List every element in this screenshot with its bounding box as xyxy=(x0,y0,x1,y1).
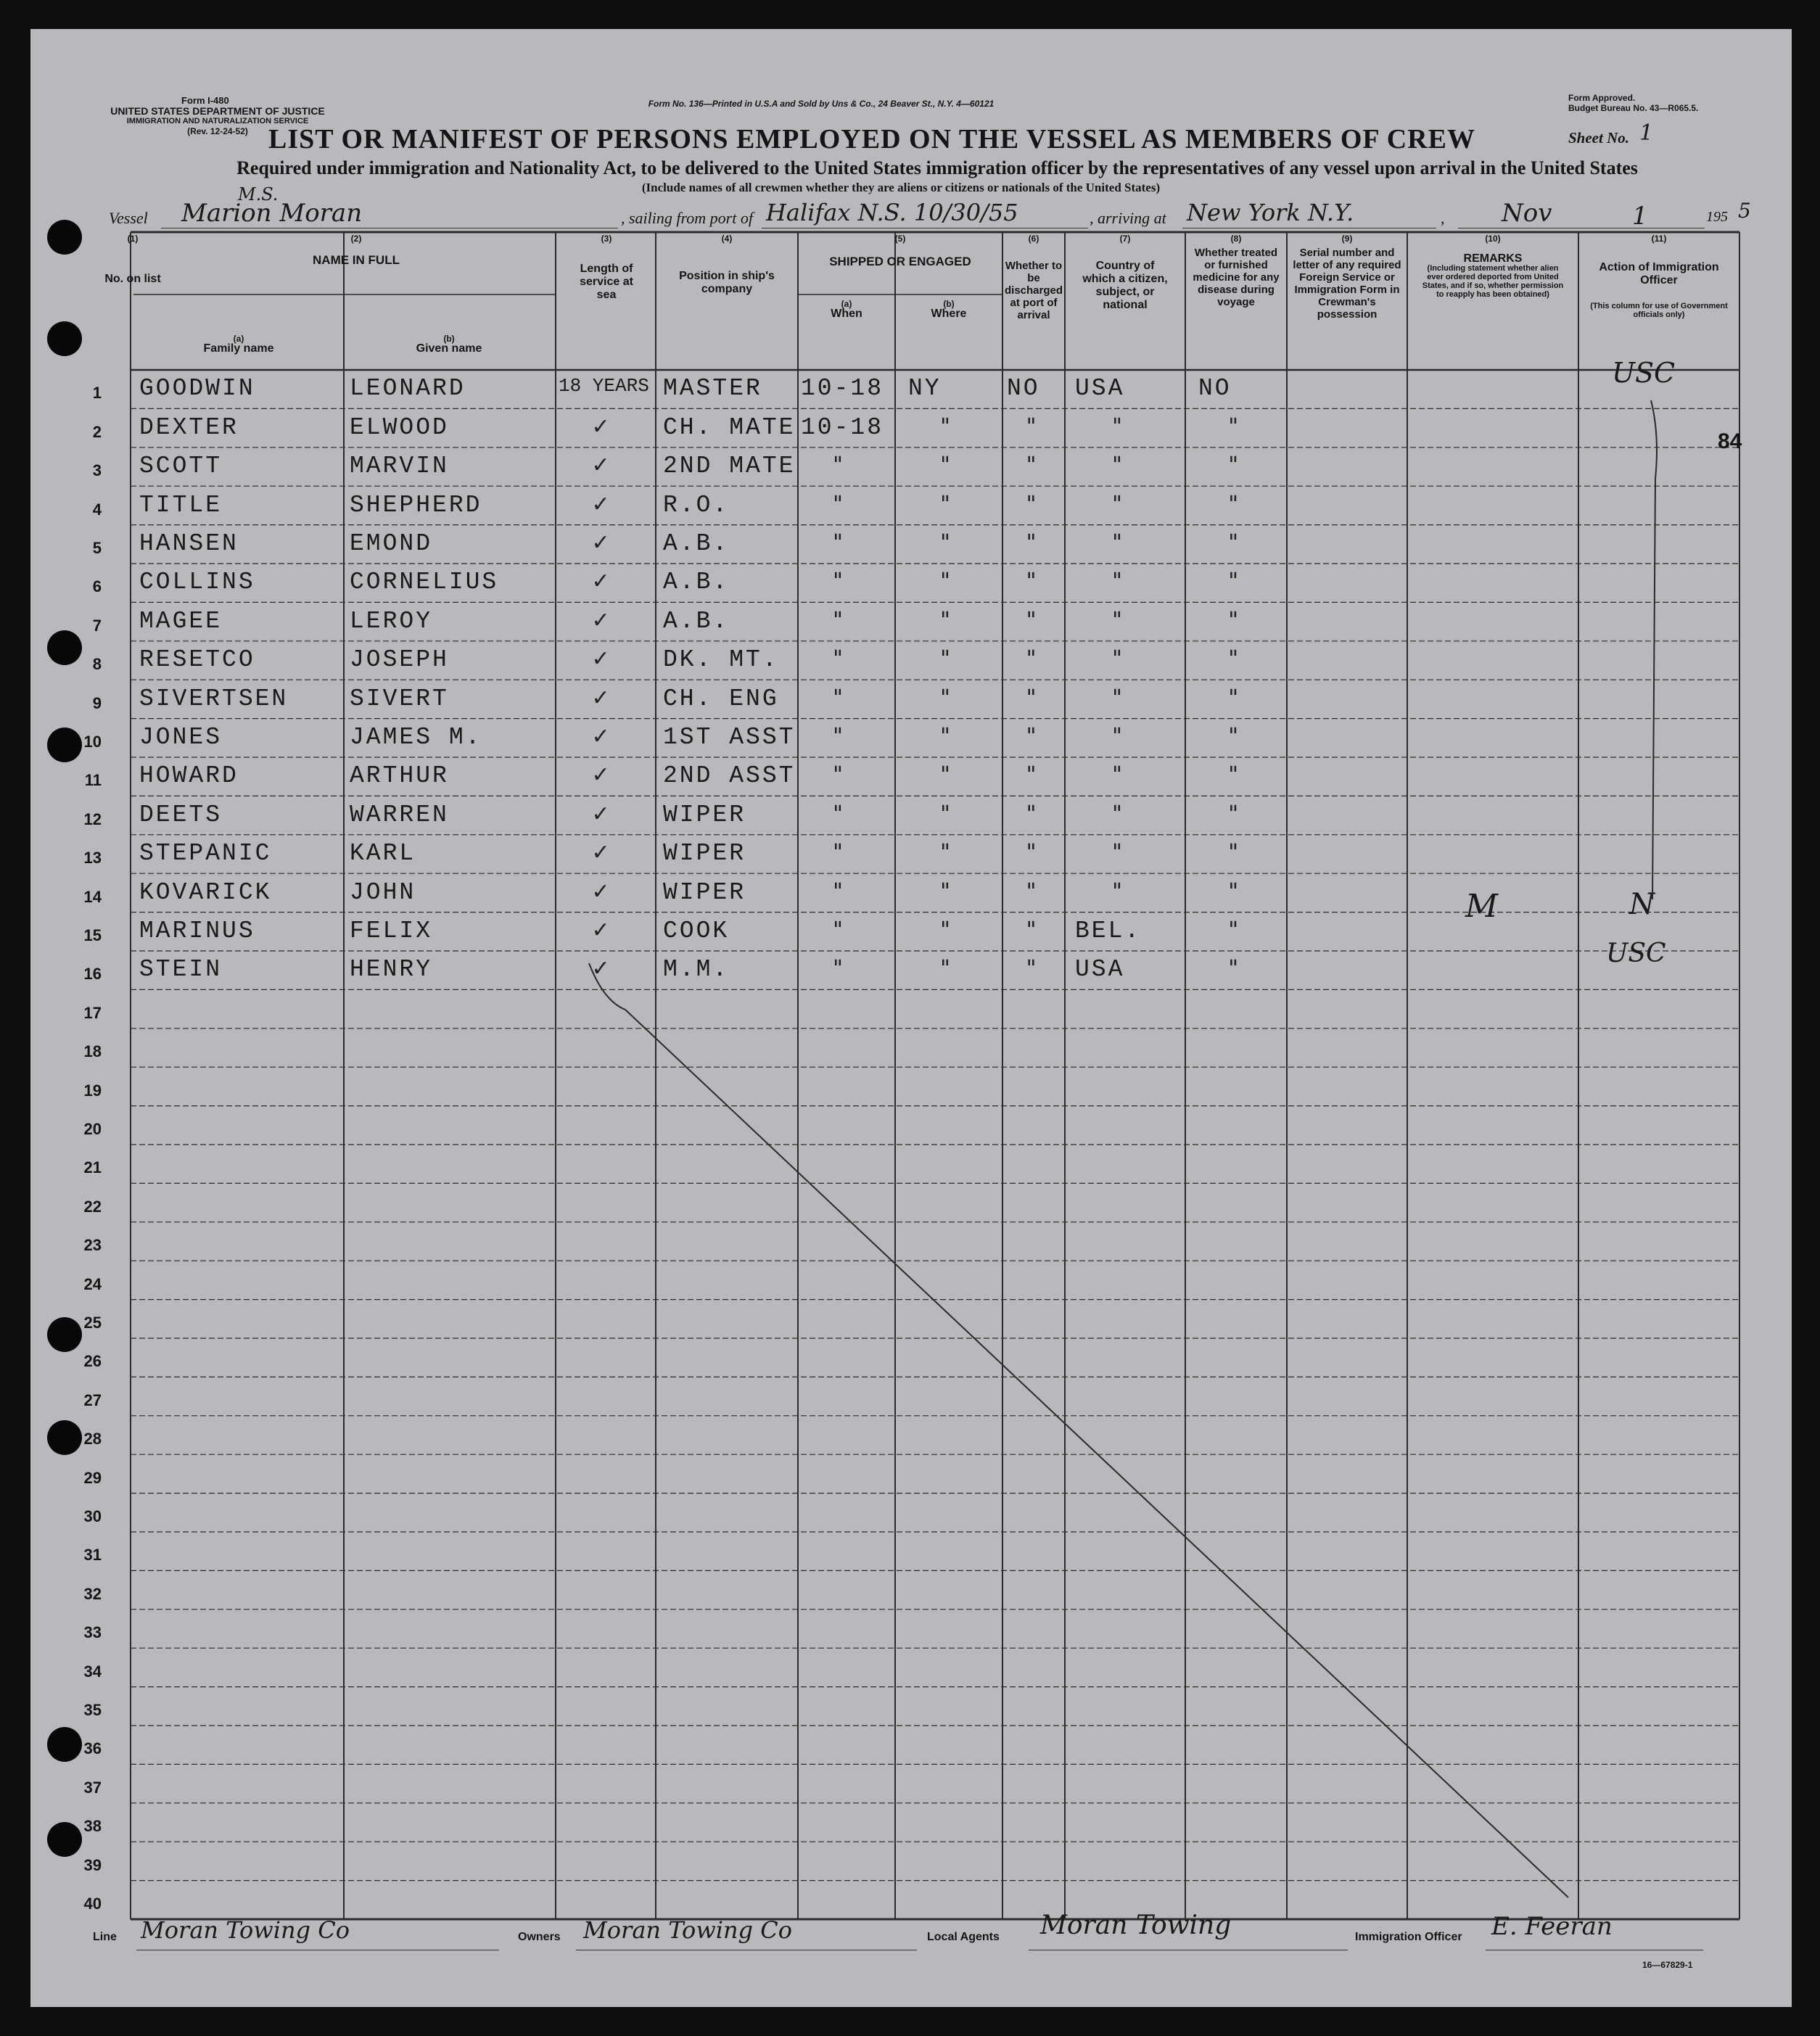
cell-country: " xyxy=(1112,529,1122,556)
cell-no: 35 xyxy=(83,1700,102,1719)
cell-country: " xyxy=(1112,685,1122,711)
cell-country: " xyxy=(1112,801,1122,827)
table-row xyxy=(30,641,1792,680)
col10-header: (10) REMARKS (Including statement whether alien ever ordered deported from United States, and if so, whether permission to reapply has been obtained) xyxy=(1422,234,1564,299)
cell-discharged: " xyxy=(1026,801,1037,827)
cell-given: JAMES M. xyxy=(350,723,482,751)
cell-given: JOHN xyxy=(350,878,416,906)
printer-line: Form No. 136—Printed in U.S.A and Sold by Uns & Co., 24 Beaver St., N.Y. 4—60121 xyxy=(648,99,995,109)
cell-family: TITLE xyxy=(139,491,223,519)
year-prefix: 195 xyxy=(1706,209,1728,225)
cell-service: ✓ xyxy=(591,878,610,904)
cell-where: " xyxy=(940,646,950,672)
cell-no: 25 xyxy=(83,1313,102,1332)
cell-given: KARL xyxy=(350,840,416,867)
cell-position: 1ST ASST xyxy=(663,723,796,751)
arrival-month: Nov xyxy=(1502,199,1552,228)
owners-value: Moran Towing Co xyxy=(583,1916,792,1944)
cell-no: 40 xyxy=(83,1894,102,1913)
agents-label: Local Agents xyxy=(927,1931,1000,1943)
cell-when: " xyxy=(833,607,843,633)
table-row xyxy=(30,408,1792,447)
punch-hole xyxy=(47,1317,82,1352)
col2-header: (2) NAME IN FULL xyxy=(313,234,400,267)
cell-where: " xyxy=(940,607,950,633)
cell-position: CH. ENG xyxy=(663,685,779,712)
col5-header: (5) SHIPPED OR ENGAGED xyxy=(829,234,971,268)
table-row xyxy=(30,873,1792,912)
cell-where: " xyxy=(940,453,950,479)
cell-no: 33 xyxy=(83,1623,102,1642)
cell-given: ARTHUR xyxy=(350,762,449,790)
manifest-title: LIST OR MANIFEST OF PERSONS EMPLOYED ON THE VESSEL AS MEMBERS OF CREW xyxy=(268,124,1475,154)
col5b-header: (b) Where xyxy=(931,299,967,320)
cell-no: 19 xyxy=(83,1081,102,1100)
cell-when: " xyxy=(833,529,843,556)
cell-discharged: NO xyxy=(1007,375,1040,403)
cell-treated: " xyxy=(1228,878,1239,904)
cell-no: 15 xyxy=(83,926,102,944)
cell-no: 5 xyxy=(92,538,102,557)
margin-number: 84 xyxy=(1718,429,1742,453)
cell-when: " xyxy=(833,569,843,595)
agents-value: Moran Towing xyxy=(1040,1911,1232,1940)
sailing-label: , sailing from port of xyxy=(621,209,753,227)
cell-no: 34 xyxy=(83,1662,102,1681)
col8-header: (8) Whether treated or furnished medicine for any disease during voyage xyxy=(1193,234,1280,308)
cell-family: DEXTER xyxy=(139,413,239,441)
cell-service: 18 YEARS xyxy=(559,375,649,397)
table-row xyxy=(30,719,1792,757)
cell-no: 9 xyxy=(92,693,102,712)
cell-family: STEIN xyxy=(139,956,223,984)
col2a-header: (a) Family name xyxy=(203,334,274,355)
cell-no: 6 xyxy=(92,577,102,596)
cell-where: " xyxy=(940,569,950,595)
cell-when: " xyxy=(833,723,843,749)
cell-given: CORNELIUS xyxy=(350,569,499,596)
cell-no: 20 xyxy=(83,1119,102,1138)
cell-treated: " xyxy=(1228,453,1239,479)
cell-family: MARINUS xyxy=(139,917,255,944)
form-code: 16—67829-1 xyxy=(1642,1960,1693,1970)
cell-country: " xyxy=(1112,723,1122,749)
table-row xyxy=(30,1106,1792,1145)
cell-position: A.B. xyxy=(663,569,730,596)
cell-when: " xyxy=(833,917,843,943)
cell-position: COOK xyxy=(663,917,730,944)
line-value: Moran Towing Co xyxy=(141,1916,350,1944)
cell-discharged: " xyxy=(1026,529,1037,556)
sheet-no-label: Sheet No. xyxy=(1568,129,1629,147)
cell-no: 7 xyxy=(92,616,102,635)
col9-header: (9) Serial number and letter of any required Foreign Service or Immigration Form in Crewman's possession xyxy=(1293,234,1401,321)
cell-when: 10-18 xyxy=(801,375,884,403)
cell-no: 12 xyxy=(83,809,102,828)
cell-no: 17 xyxy=(83,1003,102,1022)
table-row xyxy=(30,796,1792,834)
cell-no: 8 xyxy=(92,655,102,674)
cell-when: " xyxy=(833,491,843,517)
cell-family: GOODWIN xyxy=(139,375,255,403)
cell-no: 3 xyxy=(92,461,102,480)
cell-treated: " xyxy=(1228,762,1239,788)
table-row xyxy=(30,1764,1792,1802)
table-row xyxy=(30,525,1792,564)
sailing-port: Halifax N.S. 10/30/55 xyxy=(766,199,1018,226)
cell-where: " xyxy=(940,529,950,556)
cell-service: ✓ xyxy=(591,569,610,595)
cell-position: 2ND MATE xyxy=(663,453,796,480)
col6-header: (6) Whether to be discharged at port of arrival xyxy=(1004,234,1063,321)
table-row xyxy=(30,680,1792,718)
manifest-subtitle: Required under immigration and Nationality Act, to be delivered to the United States immigration officer by the representatives of any vessel upon arrival in the United States xyxy=(236,157,1638,178)
punch-hole xyxy=(47,220,82,255)
cell-service: ✓ xyxy=(591,453,610,479)
cell-family: RESETCO xyxy=(139,646,255,674)
owners-label: Owners xyxy=(518,1931,561,1943)
cell-given: LEROY xyxy=(350,607,433,635)
table-row xyxy=(30,1261,1792,1299)
cell-discharged: " xyxy=(1026,762,1037,788)
cell-when: " xyxy=(833,956,843,982)
action-row1: USC xyxy=(1612,357,1676,389)
cell-no: 31 xyxy=(83,1546,102,1565)
cell-country: " xyxy=(1112,569,1122,595)
table-row xyxy=(30,370,1792,408)
cell-position: DK. MT. xyxy=(663,646,779,674)
cell-no: 36 xyxy=(83,1739,102,1758)
col4-header: (4) Position in ship's company xyxy=(679,234,775,295)
cell-given: HENRY xyxy=(350,956,433,984)
cell-service: ✓ xyxy=(591,840,610,866)
cell-treated: " xyxy=(1228,491,1239,517)
cell-family: DEETS xyxy=(139,801,223,828)
cell-country: " xyxy=(1112,762,1122,788)
cell-family: SCOTT xyxy=(139,453,223,480)
cell-discharged: " xyxy=(1026,646,1037,672)
cell-given: LEONARD xyxy=(350,375,466,403)
cell-discharged: " xyxy=(1026,685,1037,711)
table-row xyxy=(30,1610,1792,1648)
cell-given: FELIX xyxy=(350,917,433,944)
cell-treated: " xyxy=(1228,956,1239,982)
table-row xyxy=(30,989,1792,1028)
table-row xyxy=(30,448,1792,486)
cell-no: 11 xyxy=(84,771,102,790)
cell-country: " xyxy=(1112,840,1122,866)
cell-no: 2 xyxy=(92,422,102,441)
vessel-label: Vessel xyxy=(109,209,148,227)
table-row xyxy=(30,1300,1792,1338)
col3-header: (3) Length of service at sea xyxy=(580,234,633,301)
year-digit: 5 xyxy=(1738,199,1751,223)
cell-given: SIVERT xyxy=(350,685,449,712)
col7-header: (7) Country of which a citizen, subject, or national xyxy=(1082,234,1168,311)
cell-where: " xyxy=(940,917,950,943)
cell-family: HOWARD xyxy=(139,762,239,790)
punch-hole xyxy=(47,1727,82,1762)
cell-no: 1 xyxy=(92,384,102,403)
manifest-sheet xyxy=(30,29,1792,2007)
cell-no: 4 xyxy=(92,500,102,519)
cell-position: WIPER xyxy=(663,801,746,828)
cell-where: " xyxy=(940,491,950,517)
cell-position: MASTER xyxy=(663,375,762,403)
table-row xyxy=(30,1570,1792,1609)
action-row15: N xyxy=(1629,888,1655,921)
punch-hole xyxy=(47,630,82,665)
cell-position: 2ND ASST xyxy=(663,762,796,790)
cell-where: " xyxy=(940,723,950,749)
cell-discharged: " xyxy=(1026,453,1037,479)
cell-no: 37 xyxy=(83,1778,102,1797)
cell-service: ✓ xyxy=(591,685,610,711)
cell-no: 18 xyxy=(83,1042,102,1061)
remarks-row15: M xyxy=(1465,888,1499,925)
cell-when: " xyxy=(833,840,843,866)
officer-value: E. Feeran xyxy=(1491,1912,1613,1941)
vessel-name: Marion Moran xyxy=(181,199,363,228)
cell-treated: " xyxy=(1228,801,1239,827)
cell-position: A.B. xyxy=(663,529,730,557)
cell-discharged: " xyxy=(1026,491,1037,517)
cell-position: R.O. xyxy=(663,491,730,519)
cell-given: MARVIN xyxy=(350,453,449,480)
cell-no: 13 xyxy=(83,849,102,867)
officer-label: Immigration Officer xyxy=(1355,1931,1462,1943)
service: IMMIGRATION AND NATURALIZATION SERVICE xyxy=(126,117,309,125)
cell-no: 23 xyxy=(83,1236,102,1255)
arrival-day: 1 xyxy=(1632,202,1648,231)
cell-given: WARREN xyxy=(350,801,449,828)
cell-where: " xyxy=(940,685,950,711)
manifest-note: (Include names of all crewmen whether they are aliens or citizens or nationals of the United States) xyxy=(641,181,1161,194)
voyage-line: Vessel Marion Moran M.S. , sailing from port of Halifax N.S. 10/30/55 , arriving at New York N.Y. , Nov 1 195 5 xyxy=(109,184,1751,231)
cell-position: WIPER xyxy=(663,878,746,906)
col11-header: (11) Action of Immigration Officer (This column for use of Government officials only) xyxy=(1590,234,1728,319)
line-label: Line xyxy=(93,1931,117,1943)
cell-when: " xyxy=(833,685,843,711)
cell-no: 14 xyxy=(83,887,102,906)
cell-family: SIVERTSEN xyxy=(139,685,289,712)
cell-service: ✓ xyxy=(591,801,610,827)
table-row xyxy=(30,1338,1792,1377)
table-row xyxy=(30,486,1792,524)
cell-service: ✓ xyxy=(591,413,610,440)
cell-discharged: " xyxy=(1026,956,1037,982)
cell-treated: " xyxy=(1228,529,1239,556)
cell-no: 24 xyxy=(83,1274,102,1293)
cell-country: " xyxy=(1112,607,1122,633)
vessel-prefix: M.S. xyxy=(238,184,279,205)
cell-given: ELWOOD xyxy=(350,413,449,441)
cell-service: ✓ xyxy=(591,529,610,556)
table-row xyxy=(30,1183,1792,1221)
budget-bureau: Budget Bureau No. 43—R065.5. xyxy=(1568,103,1699,113)
table-row xyxy=(30,1687,1792,1726)
cell-service: ✓ xyxy=(591,607,610,633)
table-row xyxy=(30,1803,1792,1842)
cell-position: M.M. xyxy=(663,956,730,984)
cell-discharged: " xyxy=(1026,917,1037,943)
cell-given: SHEPHERD xyxy=(350,491,482,519)
cell-where: NY xyxy=(908,375,942,403)
table-row xyxy=(30,835,1792,873)
cell-when: " xyxy=(833,453,843,479)
cell-treated: NO xyxy=(1198,375,1232,403)
cell-where: " xyxy=(940,413,950,440)
cell-no: 26 xyxy=(83,1352,102,1371)
table-row xyxy=(30,564,1792,602)
cell-discharged: " xyxy=(1026,878,1037,904)
cell-position: A.B. xyxy=(663,607,730,635)
cell-family: STEPANIC xyxy=(139,840,272,867)
cell-given: EMOND xyxy=(350,529,433,557)
cell-family: HANSEN xyxy=(139,529,239,557)
cell-country: USA xyxy=(1075,375,1125,403)
cell-treated: " xyxy=(1228,607,1239,633)
cell-no: 29 xyxy=(83,1468,102,1487)
cell-country: USA xyxy=(1075,956,1125,984)
cell-country: " xyxy=(1112,878,1122,904)
cell-treated: " xyxy=(1228,917,1239,943)
cell-service: ✓ xyxy=(591,762,610,788)
cell-no: 38 xyxy=(83,1817,102,1836)
footer xyxy=(93,1911,1776,1958)
cell-no: 32 xyxy=(83,1584,102,1603)
cell-where: " xyxy=(940,956,950,982)
table-row xyxy=(30,1532,1792,1570)
table-row xyxy=(30,1726,1792,1764)
table-row xyxy=(30,1145,1792,1183)
cell-when: " xyxy=(833,801,843,827)
punch-hole xyxy=(47,1420,82,1455)
department: UNITED STATES DEPARTMENT OF JUSTICE xyxy=(110,105,325,117)
cell-treated: " xyxy=(1228,646,1239,672)
cell-country: " xyxy=(1112,491,1122,517)
table-row xyxy=(30,1067,1792,1105)
cell-no: 28 xyxy=(83,1430,102,1448)
cell-where: " xyxy=(940,878,950,904)
cell-no: 21 xyxy=(83,1158,102,1177)
table-row xyxy=(30,1842,1792,1880)
cell-country: " xyxy=(1112,413,1122,440)
table-row xyxy=(30,1493,1792,1532)
cell-no: 39 xyxy=(83,1855,102,1874)
cell-service: ✓ xyxy=(591,646,610,672)
cell-when: 10-18 xyxy=(801,413,884,441)
punch-hole xyxy=(47,728,82,762)
punch-hole xyxy=(47,321,82,356)
col1-header: (1) No. on list xyxy=(104,234,161,285)
cell-country: " xyxy=(1112,646,1122,672)
table-row xyxy=(30,912,1792,951)
cell-no: 22 xyxy=(83,1197,102,1216)
cell-service: ✓ xyxy=(591,917,610,943)
cell-treated: " xyxy=(1228,569,1239,595)
cell-discharged: " xyxy=(1026,607,1037,633)
cell-family: MAGEE xyxy=(139,607,223,635)
cell-where: " xyxy=(940,762,950,788)
cell-given: JOSEPH xyxy=(350,646,449,674)
cell-treated: " xyxy=(1228,413,1239,440)
sheet-no-value: 1 xyxy=(1639,120,1654,146)
cell-family: COLLINS xyxy=(139,569,255,596)
cell-no: 30 xyxy=(83,1507,102,1525)
table-row xyxy=(30,951,1792,989)
cell-where: " xyxy=(940,840,950,866)
cell-service: ✓ xyxy=(591,956,610,982)
cell-treated: " xyxy=(1228,723,1239,749)
cell-when: " xyxy=(833,878,843,904)
cell-no: 27 xyxy=(83,1390,102,1409)
cell-service: ✓ xyxy=(591,491,610,517)
cell-treated: " xyxy=(1228,685,1239,711)
cell-no: 10 xyxy=(83,732,102,751)
table-row xyxy=(30,757,1792,796)
action-row16: USC xyxy=(1606,939,1666,968)
cell-country: BEL. xyxy=(1075,917,1142,944)
col2b-header: (b) Given name xyxy=(416,334,482,355)
revision: (Rev. 12-24-52) xyxy=(187,126,248,136)
cell-when: " xyxy=(833,762,843,788)
table-row xyxy=(30,1416,1792,1454)
table-row xyxy=(30,1648,1792,1686)
cell-family: KOVARICK xyxy=(139,878,272,906)
table-row xyxy=(30,1454,1792,1493)
arriving-label: , arriving at xyxy=(1090,209,1166,227)
arriving-port: New York N.Y. xyxy=(1187,199,1354,226)
cell-treated: " xyxy=(1228,840,1239,866)
cell-position: WIPER xyxy=(663,840,746,867)
cell-when: " xyxy=(833,646,843,672)
cell-discharged: " xyxy=(1026,413,1037,440)
cell-no: 16 xyxy=(83,965,102,984)
table-row xyxy=(30,1377,1792,1415)
col5a-header: (a) When xyxy=(831,299,862,320)
form-approved: Form Approved. xyxy=(1568,93,1636,103)
cell-discharged: " xyxy=(1026,723,1037,749)
table-row xyxy=(30,1222,1792,1261)
cell-position: CH. MATE xyxy=(663,413,796,441)
cell-country: " xyxy=(1112,453,1122,479)
cell-discharged: " xyxy=(1026,840,1037,866)
table-row xyxy=(30,602,1792,640)
punch-hole xyxy=(47,1822,82,1857)
cell-where: " xyxy=(940,801,950,827)
table-row xyxy=(30,1029,1792,1067)
cell-family: JONES xyxy=(139,723,223,751)
cell-service: ✓ xyxy=(591,723,610,749)
form-id: Form I-480 xyxy=(181,95,229,106)
cell-discharged: " xyxy=(1026,569,1037,595)
